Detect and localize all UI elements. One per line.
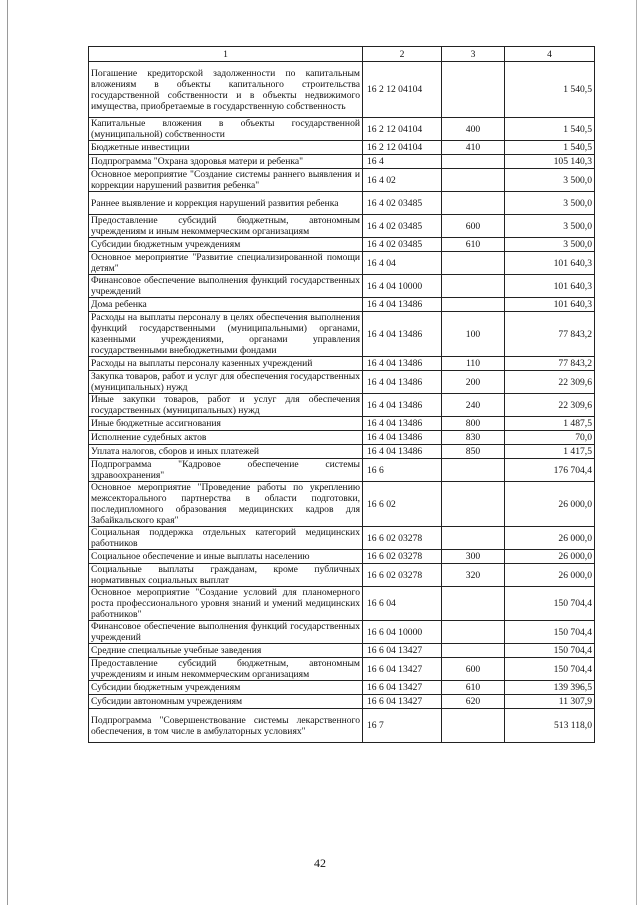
row-expense-type-cell: 600 [442, 658, 505, 681]
table-row [89, 192, 595, 215]
row-expense-type-cell [442, 275, 505, 298]
row-name-cell: Расходы на выплаты персоналу казенных учреждений [89, 357, 363, 371]
table-row [89, 658, 595, 681]
table-row [89, 695, 595, 709]
row-code-cell: 16 6 02 03278 [363, 550, 442, 564]
row-expense-type-cell [442, 644, 505, 658]
row-code-cell: 16 6 04 13427 [363, 644, 442, 658]
row-name-cell: Подпрограмма "Совершенствование системы лекарственного обеспечения, в том числе в амбулаторных условиях" [89, 709, 363, 743]
table-row [89, 644, 595, 658]
row-amount-cell: 1 540,5 [505, 141, 595, 155]
row-expense-type-cell [442, 621, 505, 644]
row-amount-cell: 513 118,0 [505, 709, 595, 743]
row-name-cell: Предоставление субсидий бюджетным, автономным учреждениям и иным некоммерческим организациям [89, 658, 363, 681]
table-row [89, 298, 595, 312]
row-code-cell: 16 7 [363, 709, 442, 743]
row-code-cell: 16 6 02 [363, 482, 442, 527]
row-code-cell: 16 6 04 10000 [363, 621, 442, 644]
row-code-cell: 16 6 [363, 459, 442, 482]
row-amount-cell: 139 396,5 [505, 681, 595, 695]
row-code-cell: 16 6 04 [363, 587, 442, 621]
row-name-cell: Основное мероприятие "Создание условий для планомерного роста профессионального уровня знаний и умений медицинских работников" [89, 587, 363, 621]
row-amount-cell: 3 500,0 [505, 238, 595, 252]
row-amount-cell: 26 000,0 [505, 564, 595, 587]
row-code-cell: 16 4 04 13486 [363, 445, 442, 459]
row-name-cell: Социальное обеспечение и иные выплаты населению [89, 550, 363, 564]
row-expense-type-cell: 830 [442, 431, 505, 445]
table-row [89, 394, 595, 417]
table-row [89, 252, 595, 275]
row-expense-type-cell: 620 [442, 695, 505, 709]
row-amount-cell: 150 704,4 [505, 621, 595, 644]
row-code-cell: 16 4 04 13486 [363, 371, 442, 394]
row-expense-type-cell [442, 709, 505, 743]
row-name-cell: Иные бюджетные ассигнования [89, 417, 363, 431]
row-name-cell: Финансовое обеспечение выполнения функций государственных учреждений [89, 275, 363, 298]
row-amount-cell: 3 500,0 [505, 169, 595, 192]
row-amount-cell: 176 704,4 [505, 459, 595, 482]
row-name-cell: Бюджетные инвестиции [89, 141, 363, 155]
table-row [89, 527, 595, 550]
row-expense-type-cell: 410 [442, 141, 505, 155]
row-name-cell: Субсидии бюджетным учреждениям [89, 681, 363, 695]
table-row [89, 417, 595, 431]
row-expense-type-cell: 100 [442, 312, 505, 357]
row-name-cell: Субсидии бюджетным учреждениям [89, 238, 363, 252]
table-row [89, 357, 595, 371]
table-row [89, 371, 595, 394]
row-code-cell: 16 4 02 03485 [363, 192, 442, 215]
row-name-cell: Уплата налогов, сборов и иных платежей [89, 445, 363, 459]
table-row [89, 118, 595, 141]
row-code-cell: 16 4 04 [363, 252, 442, 275]
row-amount-cell: 11 307,9 [505, 695, 595, 709]
row-expense-type-cell [442, 527, 505, 550]
row-name-cell: Социальные выплаты гражданам, кроме публичных нормативных социальных выплат [89, 564, 363, 587]
row-expense-type-cell [442, 62, 505, 118]
row-amount-cell: 1 417,5 [505, 445, 595, 459]
row-amount-cell: 101 640,3 [505, 298, 595, 312]
row-expense-type-cell: 400 [442, 118, 505, 141]
table-row [89, 275, 595, 298]
header-col-3: 3 [442, 47, 505, 62]
row-expense-type-cell [442, 587, 505, 621]
row-amount-cell: 105 140,3 [505, 155, 595, 169]
row-amount-cell: 77 843,2 [505, 357, 595, 371]
table-row [89, 681, 595, 695]
row-name-cell: Расходы на выплаты персоналу в целях обеспечения выполнения функций государственными (муниципальными) органами, казенными учреждениями, органами управления государственными внебюджетными фондами [89, 312, 363, 357]
row-code-cell: 16 6 02 03278 [363, 564, 442, 587]
row-code-cell: 16 4 04 13486 [363, 417, 442, 431]
row-amount-cell: 150 704,4 [505, 587, 595, 621]
row-expense-type-cell: 800 [442, 417, 505, 431]
table-row [89, 155, 595, 169]
row-expense-type-cell: 240 [442, 394, 505, 417]
row-amount-cell: 1 540,5 [505, 62, 595, 118]
row-expense-type-cell [442, 252, 505, 275]
row-code-cell: 16 4 02 03485 [363, 215, 442, 238]
header-col-4: 4 [505, 47, 595, 62]
table-row [89, 564, 595, 587]
row-expense-type-cell: 600 [442, 215, 505, 238]
row-code-cell: 16 4 04 13486 [363, 312, 442, 357]
row-amount-cell: 77 843,2 [505, 312, 595, 357]
row-amount-cell: 3 500,0 [505, 192, 595, 215]
row-code-cell: 16 4 04 13486 [363, 394, 442, 417]
row-expense-type-cell: 610 [442, 681, 505, 695]
table-row [89, 62, 595, 118]
row-name-cell: Средние специальные учебные заведения [89, 644, 363, 658]
row-expense-type-cell: 110 [442, 357, 505, 371]
row-name-cell: Раннее выявление и коррекция нарушений развития ребенка [89, 192, 363, 215]
row-name-cell: Дома ребенка [89, 298, 363, 312]
row-amount-cell: 22 309,6 [505, 394, 595, 417]
row-amount-cell: 26 000,0 [505, 550, 595, 564]
row-expense-type-cell [442, 298, 505, 312]
row-expense-type-cell: 320 [442, 564, 505, 587]
row-expense-type-cell [442, 169, 505, 192]
row-code-cell: 16 2 12 04104 [363, 62, 442, 118]
page-number: 42 [314, 856, 326, 870]
row-name-cell: Исполнение судебных актов [89, 431, 363, 445]
table-row [89, 238, 595, 252]
row-code-cell: 16 4 04 13486 [363, 298, 442, 312]
row-expense-type-cell [442, 459, 505, 482]
row-code-cell: 16 4 02 03485 [363, 238, 442, 252]
row-name-cell: Основное мероприятие "Создание системы раннего выявления и коррекции нарушений развития ребенка" [89, 169, 363, 192]
row-expense-type-cell: 850 [442, 445, 505, 459]
row-name-cell: Субсидии автономным учреждениям [89, 695, 363, 709]
row-amount-cell: 101 640,3 [505, 275, 595, 298]
row-code-cell: 16 4 02 [363, 169, 442, 192]
table-row [89, 141, 595, 155]
row-name-cell: Социальная поддержка отдельных категорий медицинских работников [89, 527, 363, 550]
row-name-cell: Финансовое обеспечение выполнения функций государственных учреждений [89, 621, 363, 644]
table-row [89, 312, 595, 357]
row-code-cell: 16 6 02 03278 [363, 527, 442, 550]
row-name-cell: Основное мероприятие "Развитие специализированной помощи детям" [89, 252, 363, 275]
row-amount-cell: 26 000,0 [505, 527, 595, 550]
table-row [89, 482, 595, 527]
table-row [89, 215, 595, 238]
row-name-cell: Основное мероприятие "Проведение работы по укреплению межсекторального партнерства в области подготовки, последипломного образования медицинских кадров для Забайкальского края" [89, 482, 363, 527]
row-name-cell: Иные закупки товаров, работ и услуг для обеспечения государственных (муниципальных) нужд [89, 394, 363, 417]
row-code-cell: 16 4 04 10000 [363, 275, 442, 298]
row-amount-cell: 22 309,6 [505, 371, 595, 394]
row-name-cell: Подпрограмма "Кадровое обеспечение системы здравоохранения" [89, 459, 363, 482]
row-amount-cell: 150 704,4 [505, 644, 595, 658]
row-amount-cell: 1 540,5 [505, 118, 595, 141]
row-code-cell: 16 2 12 04104 [363, 118, 442, 141]
header-col-2: 2 [363, 47, 442, 62]
table-row [89, 709, 595, 743]
row-code-cell: 16 4 04 13486 [363, 357, 442, 371]
table-row [89, 169, 595, 192]
row-name-cell: Подпрограмма "Охрана здоровья матери и ребенка" [89, 155, 363, 169]
table-row [89, 621, 595, 644]
row-amount-cell: 101 640,3 [505, 252, 595, 275]
table-row [89, 445, 595, 459]
row-expense-type-cell: 300 [442, 550, 505, 564]
row-expense-type-cell: 610 [442, 238, 505, 252]
row-expense-type-cell [442, 482, 505, 527]
row-amount-cell: 1 487,5 [505, 417, 595, 431]
row-amount-cell: 150 704,4 [505, 658, 595, 681]
row-code-cell: 16 4 [363, 155, 442, 169]
row-expense-type-cell [442, 192, 505, 215]
row-name-cell: Капитальные вложения в объекты государственной (муниципальной) собственности [89, 118, 363, 141]
row-name-cell: Погашение кредиторской задолженности по капитальным вложениям в объекты капитального строительства государственной собственности и в объекты недвижимого имущества, приобретаемые в государственную собственность [89, 62, 363, 118]
row-name-cell: Предоставление субсидий бюджетным, автономным учреждениям и иным некоммерческим организациям [89, 215, 363, 238]
row-code-cell: 16 4 04 13486 [363, 431, 442, 445]
table-row [89, 431, 595, 445]
scan-edge-left [7, 0, 8, 905]
row-expense-type-cell [442, 155, 505, 169]
row-amount-cell: 70,0 [505, 431, 595, 445]
row-name-cell: Закупка товаров, работ и услуг для обеспечения государственных (муниципальных) нужд [89, 371, 363, 394]
table-header-row [89, 47, 595, 62]
row-code-cell: 16 6 04 13427 [363, 658, 442, 681]
row-code-cell: 16 6 04 13427 [363, 695, 442, 709]
budget-table [88, 46, 595, 743]
row-amount-cell: 3 500,0 [505, 215, 595, 238]
header-col-1: 1 [89, 47, 363, 62]
row-amount-cell: 26 000,0 [505, 482, 595, 527]
table-body [89, 62, 595, 743]
row-code-cell: 16 2 12 04104 [363, 141, 442, 155]
scan-edge-right [636, 0, 637, 905]
row-code-cell: 16 6 04 13427 [363, 681, 442, 695]
row-expense-type-cell: 200 [442, 371, 505, 394]
table-row [89, 587, 595, 621]
table-row [89, 550, 595, 564]
table-row [89, 459, 595, 482]
